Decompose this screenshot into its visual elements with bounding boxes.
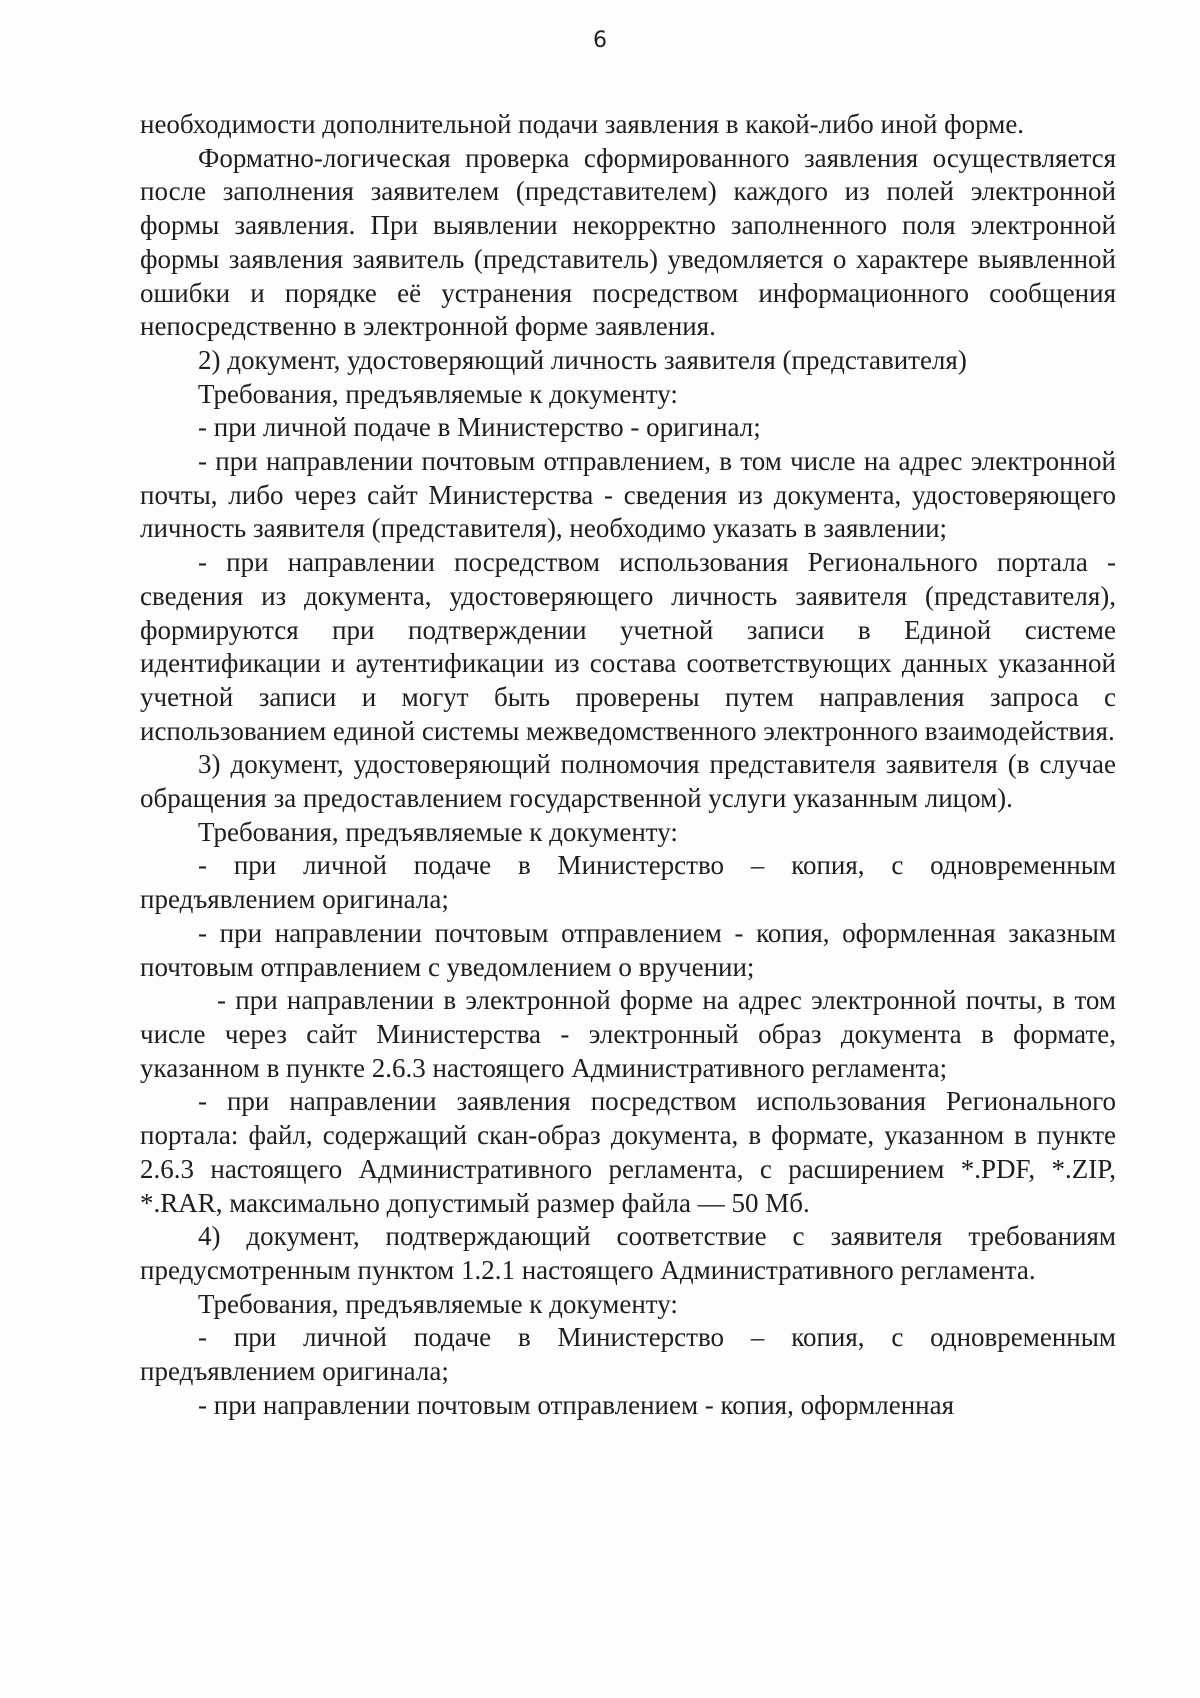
paragraph: 3) документ, удостоверяющий полномочия представителя заявителя (в случае обращения за предоставлением государственной услуги указанным лицом).: [140, 749, 1116, 814]
paragraph: Форматно-логическая проверка сформированного заявления осуществляется после заполнения заявителем (представителем) каждого из полей электронной формы заявления. При выявлении некорректно заполненного поля электронной формы заявления заявитель (представитель) уведомляется о характере выявленной ошибки и порядке её устранения посредством информационного сообщения непосредственно в электронной форме заявления.: [140, 142, 1116, 342]
paragraph: - при направлении посредством использования Регионального портала - сведения из документа, удостоверяющего личность заявителя (представителя), формируются при подтверждении учетной записи в Единой системе идентификации и аутентификации из состава соответствующих данных указанной учетной записи и могут быть проверены путем направления запроса с использованием единой системы межведомственного электронного взаимодействия.: [140, 547, 1116, 746]
paragraph: - при направлении почтовым отправлением - копия, оформленная заказным почтовым отправлением с уведомлением о вручении;: [140, 917, 1116, 982]
paragraph: Требования, предъявляемые к документу:: [198, 378, 678, 409]
paragraph: - при личной подаче в Министерство – копия, с одновременным предъявлением оригинала;: [140, 1322, 1116, 1387]
paragraph: - при направлении почтовым отправлением - копия, оформленная: [198, 1389, 955, 1420]
paragraph: необходимости дополнительной подачи заявления в какой-либо иной форме.: [140, 109, 1025, 139]
paragraph: Требования, предъявляемые к документу:: [198, 1288, 678, 1319]
paragraph: - при направлении заявления посредством использования Регионального портала: файл, содержащий скан-образ документа, в формате, указанном в пункте 2.6.3 настоящего Административного регламента, с расширением *.PDF, *.ZIP, *.RAR, максимально допустимый размер файла — 50 Мб.: [140, 1086, 1116, 1218]
paragraph: 2) документ, удостоверяющий личность заявителя (представителя): [198, 344, 967, 375]
document-body: [140, 108, 1116, 1422]
page-number: 6: [593, 28, 607, 53]
paragraph: - при личной подаче в Министерство – копия, с одновременным предъявлением оригинала;: [140, 850, 1116, 915]
paragraph: - при направлении почтовым отправлением, в том числе на адрес электронной почты, либо через сайт Министерства - сведения из документа, удостоверяющего личность заявителя (представителя), необходимо указать в заявлении;: [140, 446, 1116, 544]
paragraph: - при направлении в электронной форме на адрес электронной почты, в том числе через сайт Министерства - электронный образ документа в формате, указанном в пункте 2.6.3 настоящего Административного регламента;: [140, 985, 1116, 1083]
paragraph: Требования, предъявляемые к документу:: [198, 816, 678, 847]
paragraph: - при личной подаче в Министерство - оригинал;: [198, 412, 761, 443]
paragraph: 4) документ, подтверждающий соответствие с заявителя требованиям предусмотренным пунктом 1.2.1 настоящего Административного регламента.: [140, 1221, 1116, 1285]
